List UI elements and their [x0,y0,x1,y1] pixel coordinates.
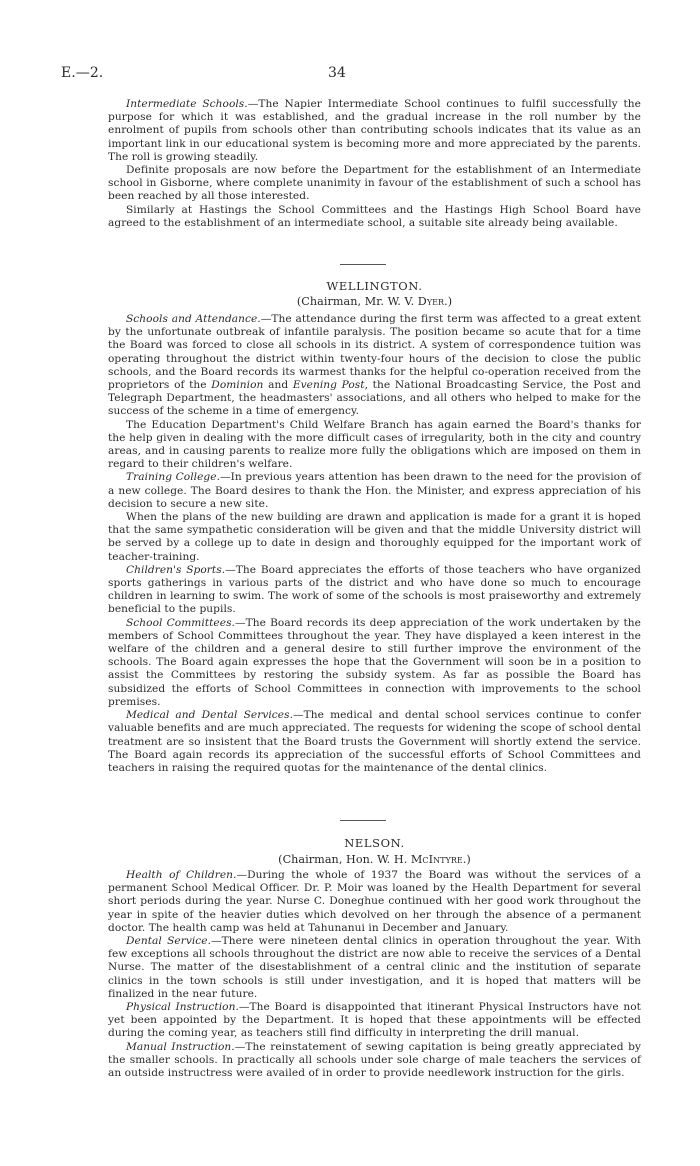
paragraph-school-committees [108,617,641,709]
intermediate-section [108,98,641,230]
paragraph-lead: Medical and Dental Services. [126,709,293,722]
chairman-name: Dyer [417,295,445,308]
paragraph-dental-service [108,935,641,1001]
paragraph-intermediate-gisborne: Definite proposals are now before the Department for the establishment of an Intermediate school in Gisborne, where complete unanimity in favour of the establishment of such a school has been reached by all those interested. [108,164,641,203]
paragraph-health-children [108,869,641,935]
report-reference: E.—2. [61,65,104,81]
paragraph-text: —The Board records its deep appreciation of the work undertaken by the members of School Committees throughout the year. They have displayed a keen interest in the welfare of the children and a general desire to still further improve the environment of the schools. The Board again expresses the hope that the Government will soon be in a position to assist the Committees by restoring the subsidy system. As far as possible the Board has subsidized the efforts of School Committees in connection with improvements to the school premises. [108,616,641,708]
paragraph-new-building: When the plans of the new building are drawn and application is made for a grant it is hoped that the same sympathetic consideration will be given and that the middle University district will be served by a college up to date in design and thoroughly equipped for the important work of teacher-training. [108,511,641,563]
chairman-suffix: .) [444,295,453,308]
paragraph-text: —The Board appreciates the efforts of those teachers who have organized sports gatherings in various parts of the district and who have done so much to encourage children in learning to swim. The work of some of the schools is most praiseworthy and extremely beneficial to the pupils. [108,563,641,616]
newspaper-name: Dominion [211,379,264,392]
paragraph-text: —The attendance during the first term was affected to a great extent by the unfortunate outbreak of infantile paralysis. The position became so acute that for a time the Board was forced to close all schools in its district. A system of correspondence tuition was operating throughout the district within twenty-four hours of the decision to close the public schools, and the Board records its warmest thanks for the helpful co-operation received from the proprietors of the [108,313,641,392]
paragraph-text: —The reinstatement of sewing capitation is being greatly appreciated by the smaller schools. In practically all schools under sole charge of male teachers the services of an outside instructress were availed of in order to provide needlework instruction for the girls. [108,1040,641,1080]
paragraph-text: , the National Broadcasting Service, the Post and Telegraph Department, the headmasters' associations, and all others who helped to make for the success of the scheme in a time of emergency. [108,379,641,418]
paragraph-training-college [108,471,641,511]
paragraph-lead: Manual Instruction. [126,1040,235,1053]
paragraph-manual-instruction [108,1041,641,1081]
paragraph-intermediate-napier [108,98,641,164]
section-heading-wellington: WELLINGTON. [326,279,423,293]
nelson-section [108,869,641,1080]
paragraph-lead: Physical Instruction. [126,1001,239,1014]
paragraph-physical-instruction [108,1001,641,1041]
chairman-suffix: .) [462,853,471,866]
paragraph-lead: Training College. [126,471,220,484]
chairman-prefix: (Chairman, Hon. W. H. [278,853,411,866]
chairman-name: McIntyre [410,853,463,866]
paragraph-child-welfare: The Education Department's Child Welfare Branch has again earned the Board's thanks for the help given in dealing with the more difficult cases of irregularity, both in the city and country areas, and in causing parents to realize more fully the obligations which are imposed on them in regard to their children's welfare. [108,418,641,471]
paragraph-intermediate-hastings: Similarly at Hastings the School Committees and the Hastings High School Board have agreed to the establishment of an intermediate school, a suitable site already being available. [108,203,641,229]
paragraph-text: —The medical and dental school services continue to confer valuable benefits and are much appreciated. The requests for widening the scope of school dental treatment are so insistent that the Board trusts the Government will shortly extend the service. The Board again records its appreciation of the successful efforts of School Committees and teachers in raising the required quotas for the maintenance of the dental clinics. [108,709,641,774]
paragraph-schools-attendance [108,313,641,419]
paragraph-lead: Schools and Attendance. [126,313,261,325]
paragraph-text: —The Napier Intermediate School continues to fulfil successfully the purpose for which it was established, and the gradual increase in the roll number by the enrolment of pupils from schools other than contributing schools indicates that its value as an important link in our educational system is becoming more and more appreciated by the parents. The roll is growing steadily. [108,98,641,163]
page-number: 34 [328,65,346,81]
newspaper-name: Evening Post [292,379,365,392]
chairman-line-nelson [108,853,641,866]
paragraph-text: —In previous years attention has been drawn to the need for the provision of a new college. The Board desires to thank the Hon. the Minister, and express appreciation of his decision to secure a new site. [108,471,641,510]
chairman-prefix: (Chairman, Mr. W. V. [296,295,418,308]
paragraph-medical-dental [108,709,641,775]
chairman-line-wellington [108,295,641,308]
section-heading-nelson: NELSON. [344,836,405,850]
section-divider [340,820,386,821]
section-divider [340,264,386,265]
paragraph-lead: Health of Children. [126,869,237,881]
paragraph-lead: Children's Sports. [126,563,226,576]
paragraph-text: and [263,379,293,392]
paragraph-text: —There were nineteen dental clinics in operation throughout the year. With few exceptions all schools throughout the district are now able to receive the services of a Dental Nurse. The matter of the disestablishment of a central clinic and the institution of separate clinics in the town schools is still under investigation, and it is hoped that matters will be finalized in the near future. [108,935,641,1000]
paragraph-text: —The Board is disappointed that itinerant Physical Instructors have not yet been appointed by the Department. It is hoped that these appointments will be effected during the coming year, as teachers still find difficulty in interpreting the drill manual. [108,1001,641,1040]
paragraph-lead: Intermediate Schools. [126,98,248,110]
paragraph-lead: Dental Service. [126,935,212,948]
paragraph-lead: School Committees. [126,616,235,629]
paragraph-childrens-sports [108,564,641,617]
paragraph-text: —During the whole of 1937 the Board was without the services of a permanent School Medical Officer. Dr. P. Moir was loaned by the Health Department for several short periods during the year. Nurse C. Doneghue continued with her good work throughout the year in spite of the heavier duties which devolved on her through the absence of a permanent doctor. The health camp was held at Tahunanui in December and January. [108,869,641,934]
wellington-section [108,313,641,775]
